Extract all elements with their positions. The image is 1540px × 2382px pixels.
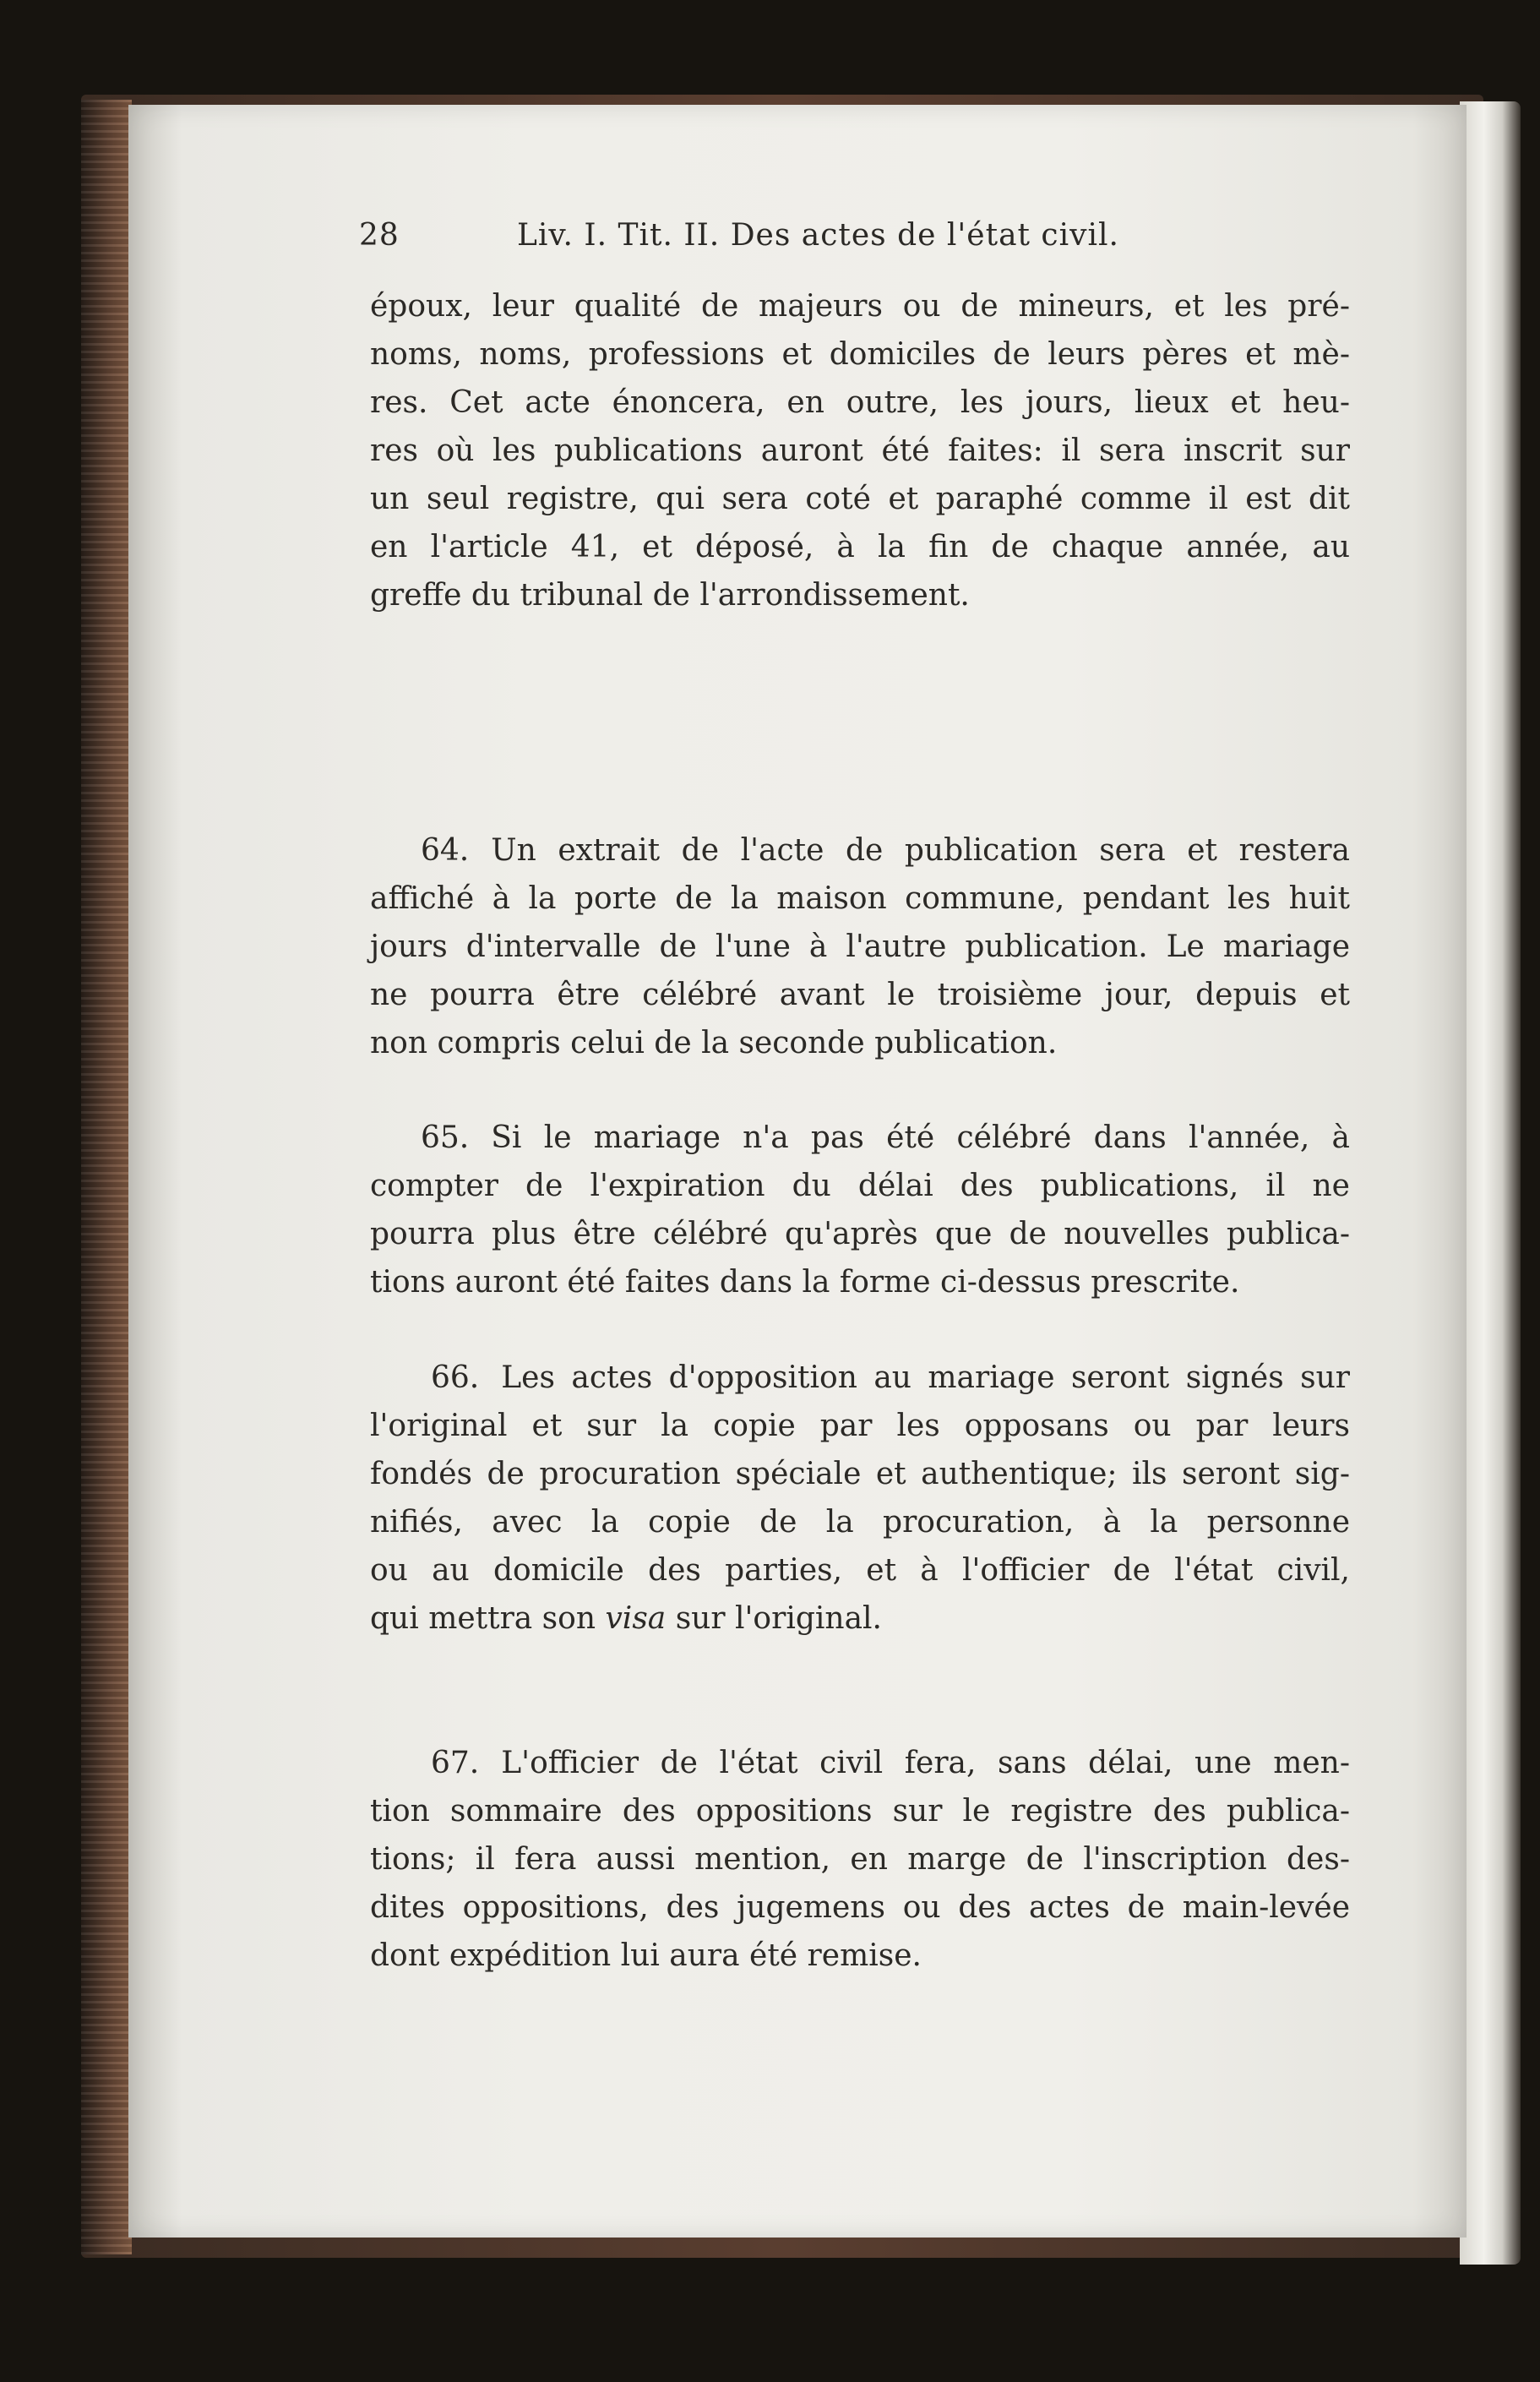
text-line: jours d'intervalle de l'une à l'autre publication. Le mariage: [370, 929, 1350, 964]
page-number: 28: [359, 218, 400, 253]
text-line: res. Cet acte énoncera, en outre, les jours, lieux et heu-: [370, 385, 1350, 420]
article-number: 67.: [431, 1746, 480, 1780]
italic-word: visa: [605, 1601, 667, 1636]
page-edges: [1460, 101, 1521, 2265]
text-line: L'officier de l'état civil fera, sans délai, une men-: [501, 1746, 1350, 1780]
text-line: affiché à la porte de la maison commune, pendant les huit: [370, 881, 1350, 916]
text-line: tion sommaire des oppositions sur le registre des publica-: [370, 1794, 1350, 1829]
article-number: 65.: [421, 1120, 470, 1155]
text-fragment: sur l'original.: [666, 1601, 882, 1636]
text-line: dont expédition lui aura été remise.: [370, 1938, 922, 1973]
text-line: ou au domicile des parties, et à l'officier de l'état civil,: [370, 1553, 1350, 1588]
text-line: non compris celui de la seconde publication.: [370, 1026, 1058, 1060]
text-line: noms, noms, professions et domiciles de leurs pères et mè-: [370, 337, 1350, 372]
text-line: Les actes d'opposition au mariage seront signés sur: [501, 1360, 1350, 1395]
binding-edge: [81, 100, 132, 2254]
text-line: Un extrait de l'acte de publication sera et restera: [491, 833, 1350, 868]
continuation-paragraph: [370, 282, 1350, 619]
text-line: en l'article 41, et déposé, à la fin de chaque année, au: [370, 530, 1350, 564]
text-line: tions auront été faites dans la forme ci-dessus prescrite.: [370, 1265, 1240, 1300]
text-line: Si le mariage n'a pas été célébré dans l'année, à: [491, 1120, 1350, 1155]
text-line: l'original et sur la copie par les opposans ou par leurs: [370, 1409, 1350, 1443]
article-67: [370, 1739, 1350, 1980]
article-66: [370, 1354, 1350, 1643]
text-line: époux, leur qualité de majeurs ou de mineurs, et les pré-: [370, 289, 1350, 324]
text-line: un seul registre, qui sera coté et paraphé comme il est dit: [370, 482, 1350, 516]
text-line: tions; il fera aussi mention, en marge de l'inscription des-: [370, 1842, 1350, 1877]
text-line: fondés de procuration spéciale et authentique; ils seront sig-: [370, 1457, 1350, 1491]
text-line: nifiés, avec la copie de la procuration, à la personne: [370, 1505, 1350, 1540]
text-line: ne pourra être célébré avant le troisième jour, depuis et: [370, 978, 1350, 1012]
text-line: res où les publications auront été faites: il sera inscrit sur: [370, 433, 1350, 468]
text-line: [370, 1594, 1350, 1643]
article-65: [370, 1114, 1350, 1306]
article-64: [370, 826, 1350, 1067]
text-line: greffe du tribunal de l'arrondissement.: [370, 578, 970, 613]
running-title: Liv. I. Tit. II. Des actes de l'état civil.: [517, 218, 1119, 253]
text-line: compter de l'expiration du délai des publications, il ne: [370, 1169, 1350, 1203]
text-line: pourra plus être célébré qu'après que de nouvelles publica-: [370, 1217, 1350, 1251]
article-number: 66.: [431, 1360, 480, 1395]
text-line: dites oppositions, des jugemens ou des actes de main-levée: [370, 1890, 1350, 1925]
text-fragment: qui mettra son: [370, 1601, 606, 1636]
article-number: 64.: [421, 833, 470, 868]
